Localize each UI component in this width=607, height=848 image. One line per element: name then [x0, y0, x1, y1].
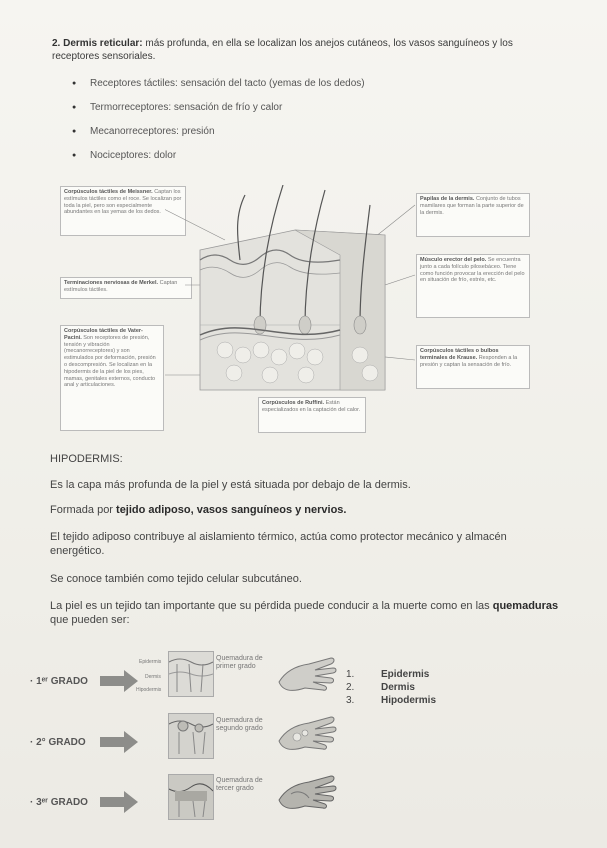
skin-layer-tag: Epidermis — [139, 659, 162, 665]
label-erector: Músculo erector del pelo. Se encuentra junto a cada folículo pilosebáceo. Tiene como función provocar la erección del pelo en situación de frío, estrés, etc. — [416, 254, 530, 318]
burn-caption-2: Quemadura de segundo grado — [216, 717, 263, 732]
grade-1-label: · 1ᵉʳ GRADO — [30, 676, 88, 687]
hipodermis-paragraph-5: La piel es un tejido tan importante que su pérdida puede conducir a la muerte como en las quemaduras que pueden ser: — [50, 600, 559, 626]
list-item: 1. Epidermis — [346, 669, 430, 680]
hipodermis-paragraph-4: Se conoce también como tejido celular subcutáneo. — [50, 573, 302, 585]
burn-caption-1: Quemadura de primer grado — [216, 655, 263, 670]
list-item: 3. Hipodermis — [346, 695, 437, 706]
list-item: 2. Dermis — [346, 682, 415, 693]
grade-2-label: · 2° GRADO — [30, 737, 86, 748]
label-krause: Corpúsculos táctiles o bulbos terminales de Krause. Responden a la presión y captan la sensación de frío. — [416, 345, 530, 389]
arrow-right-icon — [100, 731, 138, 753]
list-item: ● Mecanorreceptores: presión — [72, 126, 365, 150]
skin-layer-tag: Dermis — [145, 674, 161, 680]
list-item: ● Receptores táctiles: sensación del tacto (yemas de los dedos) — [72, 78, 365, 102]
section-description: más profunda, en ella se localizan los anejos cutáneos, los vasos sanguíneos y los receptores sensoriales. — [52, 38, 513, 62]
label-merkel: Terminaciones nerviosas de Merkel. Captan estímulos táctiles. — [60, 277, 192, 299]
burn-third-degree-image — [168, 774, 214, 820]
list-item: ● Nociceptores: dolor — [72, 150, 365, 174]
list-item: ● Termorreceptores: sensación de frío y calor — [72, 102, 365, 126]
grade-3-label: · 3ᵉʳ GRADO — [30, 797, 88, 808]
arrow-right-icon — [100, 791, 138, 813]
skin-layers-list — [346, 668, 436, 707]
hipodermis-heading: HIPODERMIS: — [50, 453, 123, 465]
hipodermis-paragraph-3: El tejido adiposo contribuye al aislamiento térmico, actúa como protector mecánico y almacén energético. — [50, 531, 507, 557]
label-pacini: Corpúsculos táctiles de Vater-Pacini. Son receptores de presión, tensión y vibración (mecanorreceptores) y son estimulados por deformación, presión o descompresión. Se localizan en la hipodermis de la piel de los pies, mamas, genitales externos, conducto anal y articulaciones. — [60, 325, 164, 431]
label-meissner: Corpúsculos táctiles de Meissner. Captan los estímulos táctiles como el roce. Se localizan por toda la piel, pero son especialmente abundantes en las yemas de los dedos. — [60, 186, 186, 236]
hipodermis-paragraph-2: Formada por tejido adiposo, vasos sanguíneos y nervios. — [50, 504, 347, 516]
hand-icon — [275, 770, 337, 818]
burn-caption-3: Quemadura de tercer grado — [216, 777, 263, 792]
hand-icon — [275, 652, 337, 700]
receptor-list — [72, 78, 365, 174]
burn-second-degree-image — [168, 713, 214, 759]
hand-icon — [275, 711, 337, 759]
burn-first-degree-image — [168, 651, 214, 697]
section-heading — [52, 37, 552, 63]
section-number: 2. — [52, 38, 61, 49]
label-papilas: Papilas de la dermis. Conjunto de tubos mamilares que forman la parte superior de la dermis. — [416, 193, 530, 237]
section-title: Dermis reticular: — [63, 38, 143, 49]
arrow-right-icon — [100, 670, 138, 692]
hipodermis-paragraph-1: Es la capa más profunda de la piel y está situada por debajo de la dermis. — [50, 479, 411, 491]
label-ruffini: Corpúsculos de Ruffini. Están especializados en la captación del calor. — [258, 397, 366, 433]
skin-layer-tag: Hipodermis — [136, 687, 162, 693]
skin-cross-section-diagram — [165, 185, 425, 395]
